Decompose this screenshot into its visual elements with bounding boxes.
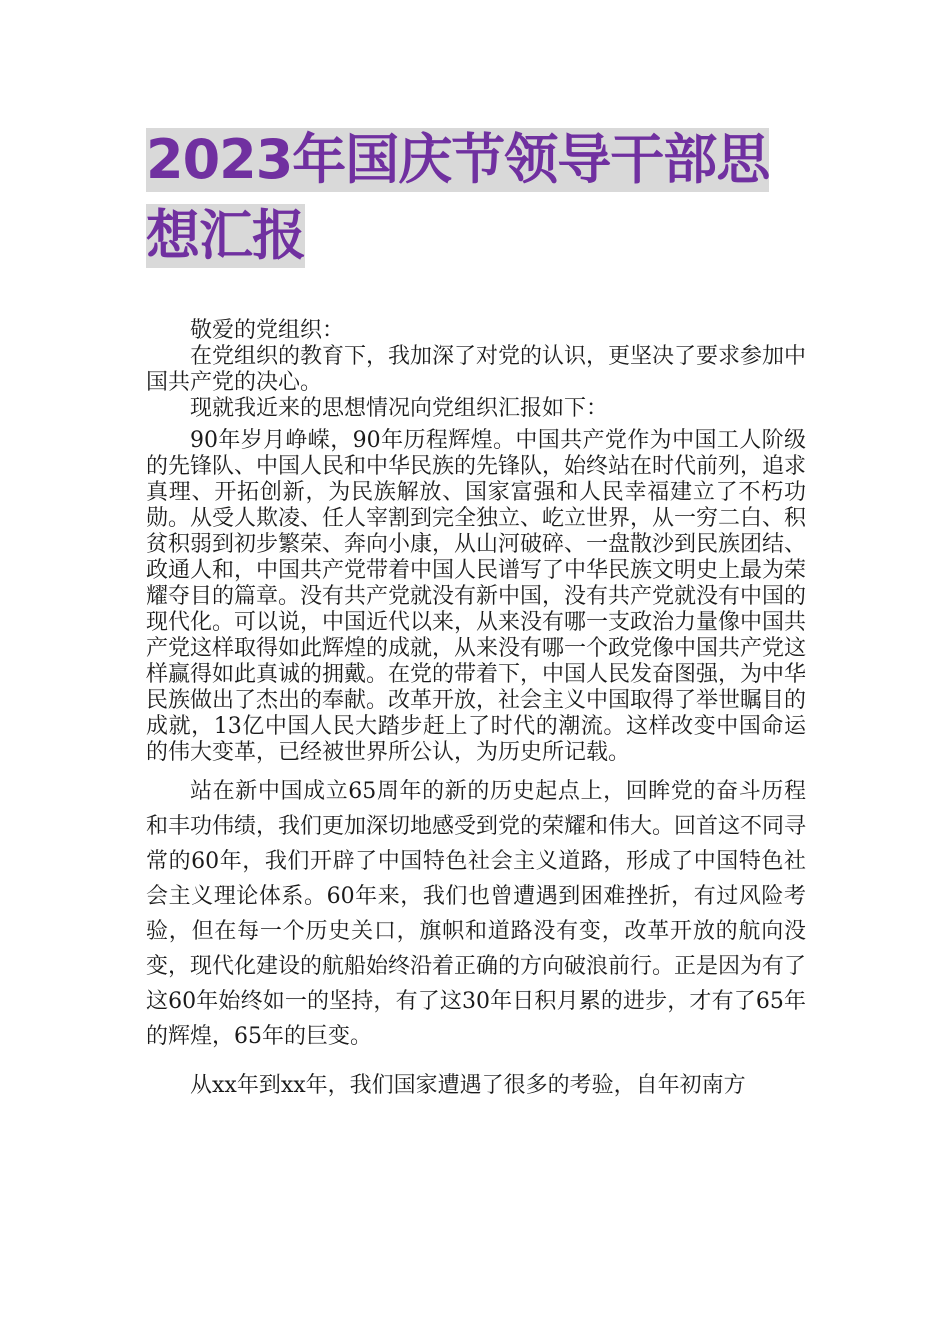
paragraph-recent-years: 从xx年到xx年，我们国家遭遇了很多的考验，自年初南方 <box>190 1073 746 1098</box>
title-line-1: 2023年国庆节领导干部思 <box>146 128 770 191</box>
paragraph-party-history: 90年岁月峥嵘，90年历程辉煌。中国共产党作为中国工人阶级的先锋队、中国人民和中华民族的先锋队，始终站在时代前列，追求真理、开拓创新，为民族解放、国家富强和人民幸福建立了不朽功勋。从受人欺凌、任人宰割到完全独立、屹立世界，从一穷二白、积贫积弱到初步繁荣、奔向小康，从山河破碎、一盘散沙到民族团结、政通人和，中国共产党带着中国人民谱写了中华民族文明史上最为荣耀夺目的篇章。没有共产党就没有新中国，没有共产党就没有中国的现代化。可以说，中国近代以来，从来没有哪一支政治力量像中国共产党这样取得如此辉煌的成就，从来没有哪一个政党像中国共产党这样赢得如此真诚的拥戴。在党的带着下，中国人民发奋图强，为中华民族做出了杰出的奉献。改革开放，社会主义中国取得了举世瞩目的成就，13亿中国人民大踏步赶上了时代的潮流。这样改变中国命运的伟大变革，已经被世界所公认，为历史所记载。 <box>146 428 807 765</box>
title-line-2: 想汇报 <box>146 204 305 267</box>
document-body <box>146 318 806 1103</box>
paragraph-anniversary: 站在新中国成立65周年的新的历史起点上，回眸党的奋斗历程和丰功伟绩，我们更加深切地感受到党的荣耀和伟大。回首这不同寻常的60年，我们开辟了中国特色社会主义道路，形成了中国特色社会主义理论体系。60年来，我们也曾遭遇到困难挫折，有过风险考验，但在每一个历史关口，旗帜和道路没有变，改革开放的航向没变，现代化建设的航船始终沿着正确的方向破浪前行。正是因为有了这60年始终如一的坚持，有了这30年日积月累的进步，才有了65年的辉煌，65年的巨变。 <box>146 779 807 1049</box>
paragraph-intro: 在党组织的教育下，我加深了对党的认识，更坚决了要求参加中国共产党的决心。 <box>146 344 807 395</box>
paragraph-greeting: 敬爱的党组织： <box>190 318 345 343</box>
paragraph-report-lead: 现就我近来的思想情况向党组织汇报如下： <box>190 396 609 421</box>
